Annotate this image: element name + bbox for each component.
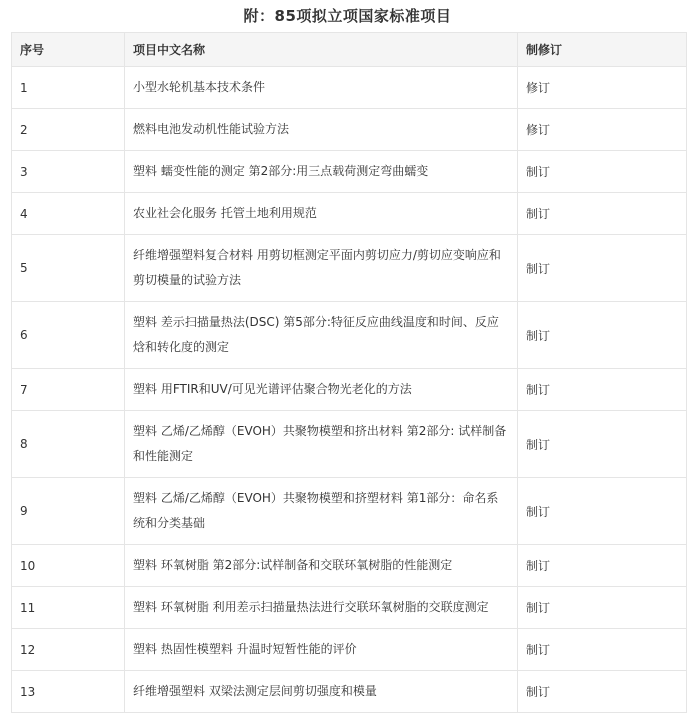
revision-type: 制订	[518, 629, 687, 671]
row-number: 1	[12, 67, 125, 109]
standards-table	[11, 32, 687, 713]
table-header-row	[12, 33, 687, 67]
project-name-link[interactable]: 塑料 环氧树脂 第2部分:试样制备和交联环氧树脂的性能测定	[125, 545, 518, 587]
revision-type: 制订	[518, 235, 687, 302]
table-row	[12, 545, 687, 587]
table-row	[12, 67, 687, 109]
revision-type: 制订	[518, 411, 687, 478]
revision-type: 制订	[518, 587, 687, 629]
revision-type: 制订	[518, 302, 687, 369]
column-header-name: 项目中文名称	[125, 33, 518, 67]
row-number: 9	[12, 478, 125, 545]
project-name-link[interactable]: 塑料 差示扫描量热法(DSC) 第5部分:特征反应曲线温度和时间、反应焓和转化度的测定	[125, 302, 518, 369]
page-title: 附：85项拟立项国家标准项目	[243, 7, 452, 25]
project-name-link[interactable]: 塑料 乙烯/乙烯醇（EVOH）共聚物模塑和挤出材料 第2部分: 试样制备和性能测定	[125, 411, 518, 478]
project-name-link[interactable]: 塑料 用FTIR和UV/可见光谱评估聚合物光老化的方法	[125, 369, 518, 411]
project-name-link[interactable]: 小型水轮机基本技术条件	[125, 67, 518, 109]
project-name-link[interactable]: 塑料 乙烯/乙烯醇（EVOH）共聚物模塑和挤塑材料 第1部分：命名系统和分类基础	[125, 478, 518, 545]
revision-type: 制订	[518, 369, 687, 411]
row-number: 10	[12, 545, 125, 587]
row-number: 12	[12, 629, 125, 671]
revision-type: 制订	[518, 478, 687, 545]
table-row	[12, 151, 687, 193]
column-header-type: 制修订	[518, 33, 687, 67]
row-number: 7	[12, 369, 125, 411]
table-row	[12, 193, 687, 235]
revision-type: 制订	[518, 151, 687, 193]
table-row	[12, 109, 687, 151]
row-number: 4	[12, 193, 125, 235]
row-number: 3	[12, 151, 125, 193]
table-row	[12, 235, 687, 302]
table-row	[12, 302, 687, 369]
project-name-link[interactable]: 纤维增强塑料复合材料 用剪切框测定平面内剪切应力/剪切应变响应和剪切模量的试验方法	[125, 235, 518, 302]
project-name-link[interactable]: 塑料 热固性模塑料 升温时短暂性能的评价	[125, 629, 518, 671]
project-name-link[interactable]: 纤维增强塑料 双梁法测定层间剪切强度和模量	[125, 671, 518, 713]
table-row	[12, 411, 687, 478]
table-row	[12, 629, 687, 671]
project-name-link[interactable]: 塑料 蠕变性能的测定 第2部分:用三点载荷测定弯曲蠕变	[125, 151, 518, 193]
row-number: 11	[12, 587, 125, 629]
row-number: 8	[12, 411, 125, 478]
project-name-link[interactable]: 农业社会化服务 托管土地利用规范	[125, 193, 518, 235]
table-row	[12, 671, 687, 713]
revision-type: 修订	[518, 67, 687, 109]
revision-type: 制订	[518, 545, 687, 587]
table-row	[12, 587, 687, 629]
table-row	[12, 369, 687, 411]
revision-type: 制订	[518, 193, 687, 235]
row-number: 2	[12, 109, 125, 151]
project-name-link[interactable]: 燃料电池发动机性能试验方法	[125, 109, 518, 151]
revision-type: 修订	[518, 109, 687, 151]
project-name-link[interactable]: 塑料 环氧树脂 利用差示扫描量热法进行交联环氧树脂的交联度测定	[125, 587, 518, 629]
row-number: 5	[12, 235, 125, 302]
row-number: 6	[12, 302, 125, 369]
column-header-no: 序号	[12, 33, 125, 67]
revision-type: 制订	[518, 671, 687, 713]
table-row	[12, 478, 687, 545]
row-number: 13	[12, 671, 125, 713]
